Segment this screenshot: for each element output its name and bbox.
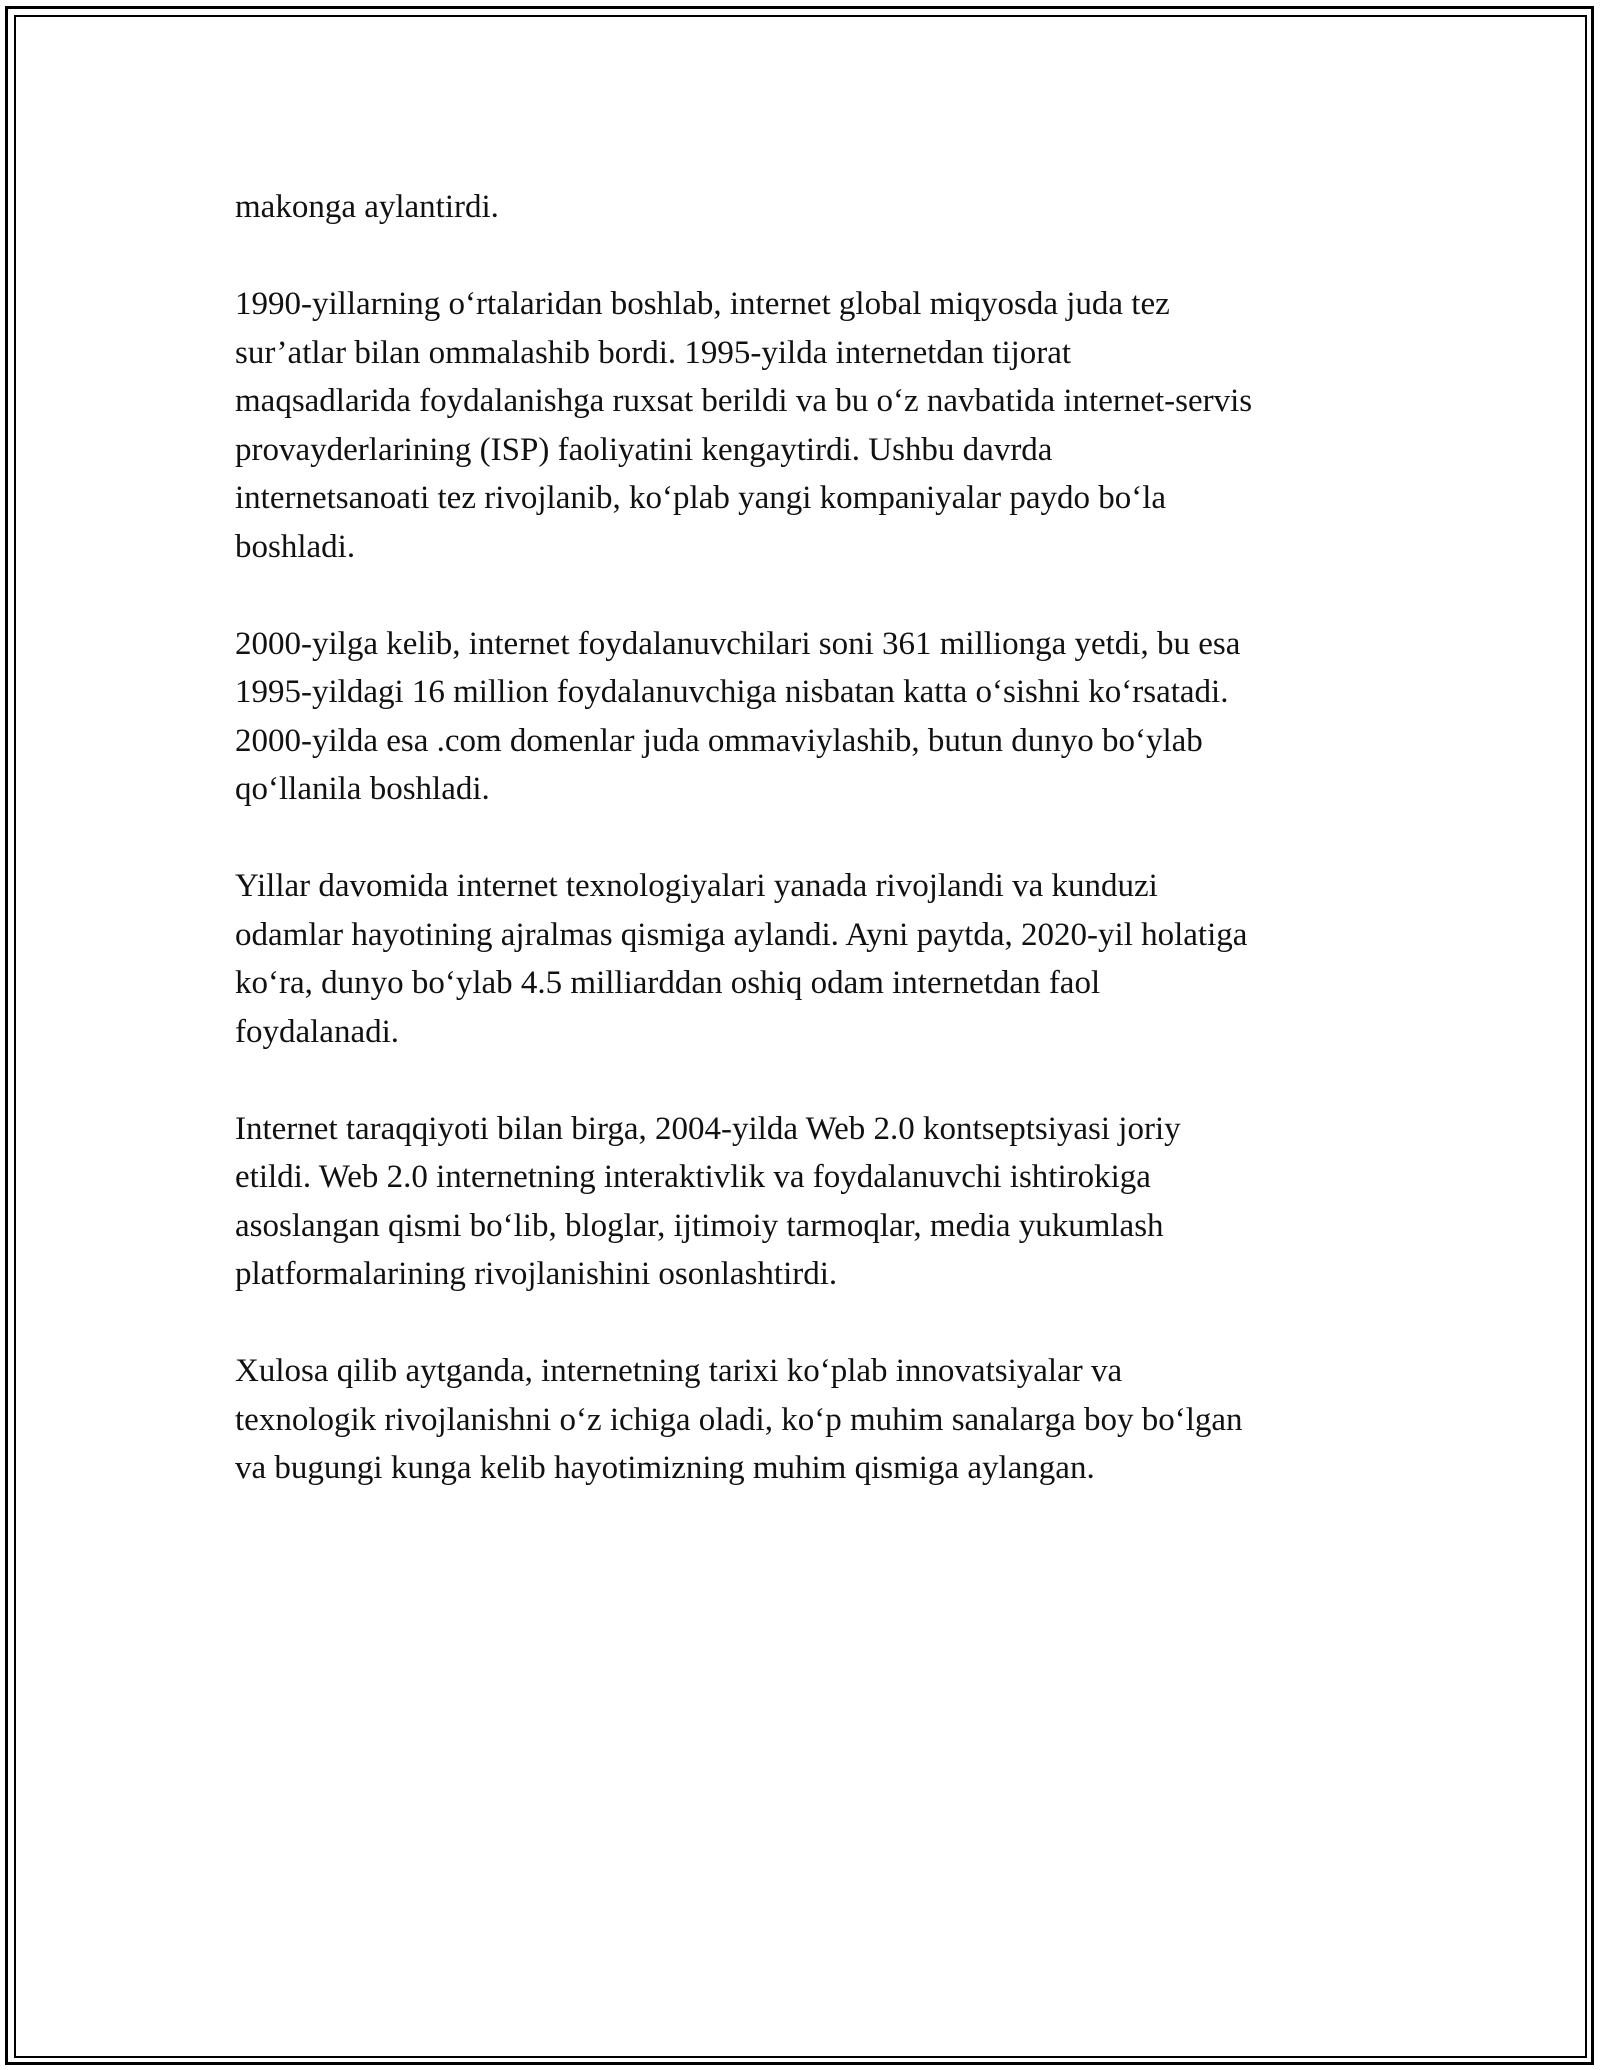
document-body xyxy=(235,183,1385,1541)
paragraph-5: Internet taraqqiyoti bilan birga, 2004-yilda Web 2.0 kontseptsiyasi joriy etildi. Web 2.0 internetning interaktivlik va foydalanuvchi ishtirokiga asoslangan qismi bo‘lib, bloglar, ijtimoiy tarmoqlar, media yukumlash platformalarining rivojlanishini osonlashtirdi. xyxy=(235,1110,1181,1292)
paragraph-1: makonga aylantirdi. xyxy=(235,189,499,225)
paragraph-2: 1990-yillarning o‘rtalaridan boshlab, internet global miqyosda juda tez sur’atlar bilan ommalashib bordi. 1995-yilda internetdan tijorat maqsadlarida foydalanishga ruxsat berildi va bu o‘z navbatida internet-servis provayderlarining (ISP) faoliyatini kengaytirdi. Ushbu davrda internetsanoati tez rivojlanib, ko‘plab yangi kompaniyalar paydo bo‘la boshladi. xyxy=(235,286,1253,565)
paragraph-4: Yillar davomida internet texnologiyalari yanada rivojlandi va kunduzi odamlar hayotining ajralmas qismiga aylandi. Ayni paytda, 2020-yil holatiga ko‘ra, dunyo bo‘ylab 4.5 milliarddan oshiq odam internetdan faol foydalanadi. xyxy=(235,868,1248,1050)
paragraph-6: Xulosa qilib aytganda, internetning tarixi ko‘plab innovatsiyalar va texnologik rivojlanishni o‘z ichiga oladi, ko‘p muhim sanalarga boy bo‘lgan va bugungi kunga kelib hayotimizning muhim qismiga aylangan. xyxy=(235,1353,1243,1486)
paragraph-3: 2000-yilga kelib, internet foydalanuvchilari soni 361 millionga yetdi, bu esa 1995-yildagi 16 million foydalanuvchiga nisbatan katta o‘sishni ko‘rsatadi. 2000-yilda esa .com domenlar juda ommaviylashib, butun dunyo bo‘ylab qo‘llanila boshladi. xyxy=(235,625,1241,807)
